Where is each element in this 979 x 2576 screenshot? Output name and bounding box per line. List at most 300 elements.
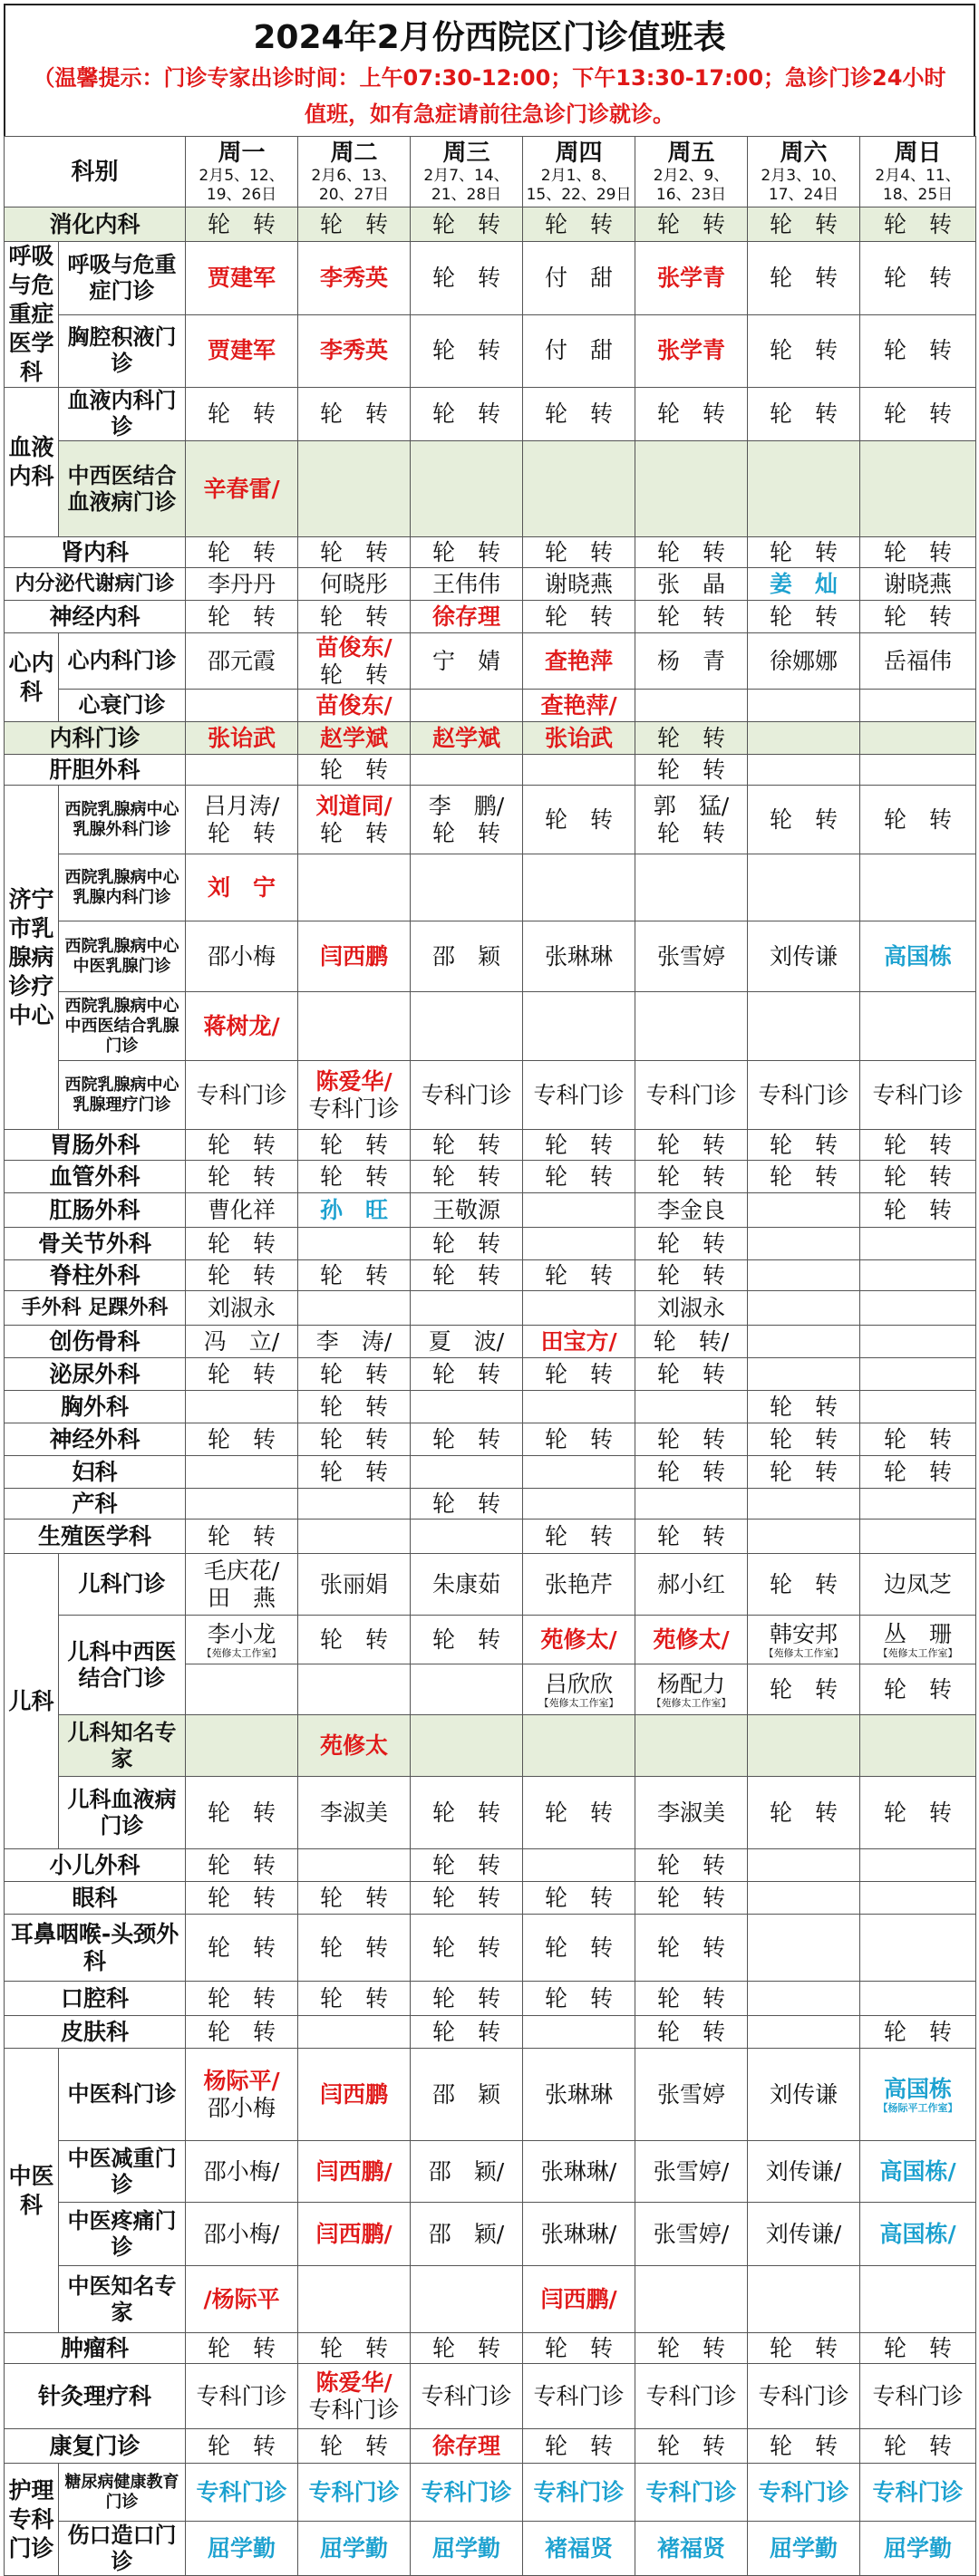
cell-text: 刘 宁 — [208, 873, 276, 901]
day-dates: 2月7、14、21、28日 — [423, 166, 509, 204]
schedule-cell-tue — [298, 2049, 411, 2141]
schedule-cell-mon — [186, 690, 298, 722]
schedule-cell-sun: 轮 转 — [860, 2333, 976, 2364]
schedule-cell-sat — [748, 854, 860, 921]
cell-text: 辛春雷/ — [203, 475, 280, 502]
schedule-cell-tue: 轮 转 — [298, 1161, 411, 1193]
schedule-cell-tue: 轮 转 — [298, 1915, 411, 1982]
day-name: 周一 — [218, 139, 266, 167]
cell-text: 李秀英 — [320, 337, 389, 364]
schedule-sheet — [4, 4, 975, 2576]
schedule-cell-sat — [748, 1849, 860, 1882]
schedule-cell-sat: 刘传谦/ — [748, 2141, 860, 2203]
notice-line-1: （温馨提示：门诊专家出诊时间：上午07:30-12:00；下午13:30-17:00；急诊门诊24小时 — [33, 65, 946, 91]
schedule-cell-mon — [186, 2464, 298, 2522]
schedule-cell-sun: 谢晓燕 — [860, 568, 976, 601]
table-row — [5, 1061, 976, 1130]
dept-group-label: 血液内科 — [5, 388, 59, 537]
schedule-cell-fri: 轮 转 — [635, 2016, 748, 2049]
schedule-cell-tue — [298, 690, 411, 722]
table-row — [5, 1456, 976, 1489]
cell-text: 贾建军 — [208, 264, 276, 291]
schedule-cell-mon — [186, 1391, 298, 1423]
schedule-cell-wed: 轮 转 — [411, 207, 523, 242]
cell-text: 苑修太/ — [540, 1626, 617, 1653]
schedule-cell-fri — [635, 786, 748, 854]
schedule-cell-wed: 王敬源 — [411, 1193, 523, 1228]
schedule-cell-sun — [860, 2203, 976, 2266]
schedule-cell-fri — [635, 2464, 748, 2522]
schedule-cell-wed: 轮 转 — [411, 1915, 523, 1982]
schedule-cell-sat: 轮 转 — [748, 537, 860, 568]
schedule-cell-sat: 轮 转 — [748, 1161, 860, 1193]
studio-tag: 【苑修太工作室】 — [201, 1646, 282, 1659]
schedule-cell-thu — [523, 1391, 635, 1423]
schedule-cell-wed — [411, 992, 523, 1061]
table-row — [5, 601, 976, 633]
schedule-cell-fri: 李金良 — [635, 1193, 748, 1228]
schedule-cell-sat: 轮 转 — [748, 1130, 860, 1161]
schedule-cell-fri — [635, 314, 748, 388]
schedule-cell-mon: 轮 转 — [186, 1161, 298, 1193]
cell-text: 张诒武 — [545, 724, 614, 751]
schedule-cell-fri: 专科门诊 — [635, 2364, 748, 2429]
dept-label: 耳鼻咽喉-头颈外科 — [5, 1915, 186, 1982]
schedule-cell-wed: 轮 转 — [411, 1161, 523, 1193]
day-dates: 2月3、10、17、24日 — [761, 166, 847, 204]
table-row — [5, 2522, 976, 2576]
schedule-cell-tue — [298, 1520, 411, 1554]
schedule-cell-tue: 轮 转 — [298, 2429, 411, 2464]
schedule-cell-tue: 李淑美 — [298, 1777, 411, 1849]
schedule-cell-thu: 轮 转 — [523, 1520, 635, 1554]
schedule-cell-thu — [523, 1456, 635, 1489]
table-row — [5, 854, 976, 921]
schedule-cell-wed: 宁 婧 — [411, 633, 523, 690]
sub-dept-label: 胸腔积液门诊 — [59, 314, 186, 388]
schedule-cell-tue: 轮 转 — [298, 1423, 411, 1456]
dept-label: 骨关节外科 — [5, 1228, 186, 1260]
schedule-cell-tue — [298, 1489, 411, 1520]
schedule-cell-wed: 轮 转 — [411, 1260, 523, 1291]
schedule-cell-sun: 岳福伟 — [860, 633, 976, 690]
schedule-cell-sun — [860, 755, 976, 786]
schedule-table — [4, 136, 976, 2576]
cell-text: 田宝方/ — [540, 1327, 617, 1355]
schedule-cell-fri — [635, 992, 748, 1061]
schedule-cell-sat — [748, 755, 860, 786]
dept-label: 血管外科 — [5, 1161, 186, 1193]
table-header — [5, 137, 976, 207]
schedule-cell-mon — [186, 1554, 298, 1616]
schedule-cell-sat: 轮 转 — [748, 1456, 860, 1489]
schedule-cell-fri: 张雪婷/ — [635, 2141, 748, 2203]
schedule-cell-wed — [411, 2429, 523, 2464]
schedule-cell-fri: 轮 转 — [635, 2333, 748, 2364]
table-row — [5, 441, 976, 537]
cell-text: 闫西鹏/ — [315, 2157, 393, 2185]
schedule-cell-thu — [523, 2016, 635, 2049]
schedule-cell-sun — [860, 1715, 976, 1777]
schedule-cell-sun — [860, 1326, 976, 1358]
cell-text: 丛 珊 — [884, 1620, 953, 1647]
dept-label: 针灸理疗科 — [5, 2364, 186, 2429]
schedule-cell-fri — [635, 2522, 748, 2576]
table-row — [5, 2016, 976, 2049]
sub-dept-label: 西院乳腺病中心中医乳腺门诊 — [59, 921, 186, 992]
table-row — [5, 2429, 976, 2464]
sub-dept-label: 血液内科门诊 — [59, 388, 186, 441]
schedule-cell-tue: 轮 转 — [298, 1616, 411, 1664]
schedule-cell-fri: 轮 转 — [635, 2429, 748, 2464]
schedule-cell-wed: 邵 颖 — [411, 921, 523, 992]
schedule-cell-fri — [635, 1489, 748, 1520]
schedule-cell-mon: 轮 转 — [186, 537, 298, 568]
schedule-cell-tue: 轮 转 — [298, 755, 411, 786]
dept-label: 肝胆外科 — [5, 755, 186, 786]
sub-dept-label: 儿科知名专家 — [59, 1715, 186, 1777]
day-dates: 2月5、12、19、26日 — [199, 166, 285, 204]
schedule-cell-mon: 轮 转 — [186, 1130, 298, 1161]
cell-text: 褚福贤 — [545, 2534, 614, 2562]
schedule-cell-sat: 轮 转 — [748, 786, 860, 854]
schedule-cell-fri: 轮 转 — [635, 755, 748, 786]
schedule-cell-thu: 轮 转 — [523, 388, 635, 441]
dept-label: 胸外科 — [5, 1391, 186, 1423]
schedule-cell-thu: 轮 转 — [523, 2429, 635, 2464]
schedule-cell-wed: 轮 转 — [411, 2333, 523, 2364]
schedule-cell-thu: 轮 转 — [523, 1260, 635, 1291]
schedule-cell-sat — [748, 1260, 860, 1291]
schedule-cell-thu: 轮 转 — [523, 1358, 635, 1391]
schedule-cell-tue — [298, 1228, 411, 1260]
cell-text: 闫西鹏/ — [540, 2285, 617, 2312]
schedule-cell-sun — [860, 2049, 976, 2141]
schedule-cell-tue — [298, 1061, 411, 1130]
cell-text: 高国栋/ — [879, 2157, 956, 2185]
day-dates: 2月4、11、18、25日 — [875, 166, 961, 204]
schedule-cell-thu — [523, 854, 635, 921]
schedule-cell-thu — [523, 1326, 635, 1358]
cell-text: 蒋树龙/ — [203, 1012, 280, 1039]
schedule-cell-sat — [748, 690, 860, 722]
schedule-cell-thu — [523, 441, 635, 537]
schedule-cell-mon — [186, 1456, 298, 1489]
schedule-cell-tue — [298, 921, 411, 992]
dept-label: 胃肠外科 — [5, 1130, 186, 1161]
schedule-cell-thu: 专科门诊 — [523, 1061, 635, 1130]
schedule-cell-sun — [860, 690, 976, 722]
sub-dept-label: 中医科门诊 — [59, 2049, 186, 2141]
schedule-cell-wed — [411, 1520, 523, 1554]
cell-text: 刘道同/ 轮 转 — [315, 792, 393, 846]
schedule-cell-thu: 轮 转 — [523, 1882, 635, 1915]
schedule-cell-sat: 轮 转 — [748, 314, 860, 388]
dept-label: 肛肠外科 — [5, 1193, 186, 1228]
schedule-cell-fri: 轮 转 — [635, 1358, 748, 1391]
day-header-tue — [298, 137, 411, 207]
schedule-cell-sun — [860, 1489, 976, 1520]
table-row — [5, 568, 976, 601]
cell-text: 闫西鹏 — [320, 2080, 389, 2108]
schedule-cell-mon — [186, 755, 298, 786]
schedule-cell-tue: 轮 转 — [298, 2333, 411, 2364]
schedule-cell-fri — [635, 690, 748, 722]
schedule-cell-tue: 轮 转 — [298, 207, 411, 242]
schedule-cell-wed: 轮 转 — [411, 1777, 523, 1849]
schedule-cell-fri: 张雪婷/ — [635, 2203, 748, 2266]
schedule-cell-sun: 边凤芝 — [860, 1554, 976, 1616]
schedule-cell-tue — [298, 1193, 411, 1228]
cell-text: 闫西鹏/ — [315, 2220, 393, 2247]
schedule-cell-sun — [860, 1915, 976, 1982]
schedule-cell-mon — [186, 441, 298, 537]
cell-text: 孙 旺 — [320, 1196, 389, 1223]
schedule-cell-sun: 轮 转 — [860, 1161, 976, 1193]
cell-text: 徐存理 — [432, 603, 501, 630]
schedule-cell-mon: 李丹丹 — [186, 568, 298, 601]
cell-text: 闫西鹏 — [320, 942, 389, 970]
schedule-cell-tue: 轮 转 — [298, 601, 411, 633]
cell-text: 苗俊东/ — [315, 691, 393, 719]
schedule-cell-fri: 轮 转 — [635, 207, 748, 242]
schedule-cell-fri — [635, 1715, 748, 1777]
schedule-cell-sun — [860, 2522, 976, 2576]
schedule-cell-sat — [748, 2016, 860, 2049]
sub-dept-label: 西院乳腺病中心乳腺内科门诊 — [59, 854, 186, 921]
table-row — [5, 1228, 976, 1260]
schedule-cell-mon — [186, 1664, 298, 1715]
studio-tag: 【苑修太工作室】 — [651, 1696, 732, 1709]
studio-tag: 【苑修太工作室】 — [538, 1696, 619, 1709]
schedule-cell-mon: 冯 立/ — [186, 1326, 298, 1358]
schedule-cell-sun: 轮 转 — [860, 1193, 976, 1228]
schedule-cell-sat: 轮 转 — [748, 242, 860, 315]
schedule-cell-sat — [748, 1882, 860, 1915]
schedule-cell-sun — [860, 1358, 976, 1391]
cell-text: 李小龙 — [208, 1620, 276, 1647]
schedule-cell-mon: 轮 转 — [186, 1228, 298, 1260]
schedule-cell-wed: 轮 转 — [411, 537, 523, 568]
schedule-cell-mon — [186, 2049, 298, 2141]
schedule-cell-fri: 轮 转 — [635, 388, 748, 441]
schedule-cell-tue: 何晓彤 — [298, 568, 411, 601]
dept-label: 肿瘤科 — [5, 2333, 186, 2364]
day-dates: 2月1、8、15、22、29日 — [526, 166, 632, 204]
table-row — [5, 1326, 976, 1358]
schedule-cell-sat — [748, 992, 860, 1061]
cell-text: 屈学勤 — [320, 2534, 389, 2562]
schedule-cell-wed: 轮 转 — [411, 1849, 523, 1882]
schedule-cell-mon: 邵小梅 — [186, 921, 298, 992]
schedule-cell-wed: 专科门诊 — [411, 2364, 523, 2429]
dept-label: 内科门诊 — [5, 722, 186, 755]
schedule-cell-tue — [298, 1849, 411, 1882]
schedule-cell-fri: 轮 转 — [635, 1228, 748, 1260]
schedule-cell-wed — [411, 755, 523, 786]
schedule-cell-wed — [411, 786, 523, 854]
table-row — [5, 690, 976, 722]
sub-dept-label: 中医减重门诊 — [59, 2141, 186, 2203]
cell-text: 褚福贤 — [657, 2534, 726, 2562]
cell-text: 高国栋 — [884, 2075, 953, 2102]
table-row — [5, 921, 976, 992]
cell-text: 专科门诊 — [421, 2478, 512, 2505]
day-header-wed — [411, 137, 523, 207]
schedule-cell-fri: 轮 转 — [635, 722, 748, 755]
cell-text: 苑修太 — [320, 1732, 389, 1759]
schedule-cell-sun — [860, 1520, 976, 1554]
table-row — [5, 2364, 976, 2429]
cell-text: 李秀英 — [320, 264, 389, 291]
cell-text: 专科门诊 — [196, 2478, 287, 2505]
schedule-cell-sun: 轮 转 — [860, 537, 976, 568]
schedule-cell-thu: 轮 转 — [523, 1161, 635, 1193]
dept-label: 口腔科 — [5, 1982, 186, 2016]
cell-text: 赵学斌 — [432, 724, 501, 751]
schedule-cell-fri: 轮 转/ — [635, 1326, 748, 1358]
cell-text: 苑修太/ — [653, 1626, 730, 1653]
cell-text: 专科门诊 — [308, 2478, 400, 2505]
dept-group-label: 护理专科门诊 — [5, 2464, 59, 2576]
schedule-cell-tue — [298, 2203, 411, 2266]
cell-text: 专科门诊 — [758, 2478, 849, 2505]
day-header-sat — [748, 137, 860, 207]
schedule-cell-thu: 轮 转 — [523, 207, 635, 242]
schedule-cell-sat — [748, 722, 860, 755]
schedule-cell-mon: 专科门诊 — [186, 2364, 298, 2429]
schedule-cell-fri: 轮 转 — [635, 1915, 748, 1982]
schedule-cell-sat: 轮 转 — [748, 1554, 860, 1616]
table-row — [5, 1358, 976, 1391]
dept-label: 眼科 — [5, 1882, 186, 1915]
schedule-cell-fri: 轮 转 — [635, 601, 748, 633]
table-row — [5, 1715, 976, 1777]
schedule-cell-tue: 轮 转 — [298, 1130, 411, 1161]
schedule-cell-mon: 轮 转 — [186, 2016, 298, 2049]
schedule-cell-thu — [523, 1489, 635, 1520]
schedule-cell-thu — [523, 1291, 635, 1326]
schedule-cell-fri — [635, 242, 748, 315]
schedule-cell-thu — [523, 690, 635, 722]
cell-text: 苗俊东/ 轮 转 — [315, 633, 393, 688]
schedule-cell-tue — [298, 2522, 411, 2576]
schedule-cell-sun: 专科门诊 — [860, 2364, 976, 2429]
schedule-cell-thu — [523, 1193, 635, 1228]
schedule-cell-sat — [748, 1193, 860, 1228]
schedule-cell-fri: 轮 转 — [635, 1982, 748, 2016]
table-row — [5, 992, 976, 1061]
schedule-cell-tue — [298, 2141, 411, 2203]
schedule-cell-tue — [298, 633, 411, 690]
schedule-cell-thu: 张艳芹 — [523, 1554, 635, 1616]
schedule-cell-sat: 轮 转 — [748, 2429, 860, 2464]
schedule-cell-tue: 轮 转 — [298, 1982, 411, 2016]
day-dates: 2月6、13、20、27日 — [311, 166, 397, 204]
schedule-cell-wed — [411, 1291, 523, 1326]
cell-text: 郭 猛/ 轮 转 — [653, 792, 730, 846]
table-row — [5, 2333, 976, 2364]
table-row — [5, 1554, 976, 1616]
schedule-cell-sat — [748, 441, 860, 537]
schedule-cell-thu — [523, 1228, 635, 1260]
dept-label: 生殖医学科 — [5, 1520, 186, 1554]
schedule-cell-fri — [635, 1664, 748, 1715]
dept-group-label: 儿科 — [5, 1554, 59, 1849]
schedule-cell-sun — [860, 2141, 976, 2203]
schedule-cell-wed: 专科门诊 — [411, 1061, 523, 1130]
cell-text: 杨配力 — [657, 1670, 726, 1697]
studio-tag: 【杨际平工作室】 — [877, 2101, 958, 2114]
schedule-cell-wed — [411, 441, 523, 537]
schedule-cell-mon — [186, 992, 298, 1061]
sub-dept-label: 西院乳腺病中心中西医结合乳腺门诊 — [59, 992, 186, 1061]
schedule-cell-sun — [860, 1260, 976, 1291]
schedule-cell-sun — [860, 1849, 976, 1882]
schedule-cell-sat: 轮 转 — [748, 207, 860, 242]
schedule-cell-wed: 邵 颖/ — [411, 2141, 523, 2203]
schedule-cell-wed: 轮 转 — [411, 388, 523, 441]
schedule-cell-mon: 曹化祥 — [186, 1193, 298, 1228]
schedule-cell-sun — [860, 992, 976, 1061]
schedule-cell-wed: 轮 转 — [411, 1358, 523, 1391]
schedule-cell-wed: 轮 转 — [411, 1982, 523, 2016]
dept-label: 消化内科 — [5, 207, 186, 242]
cell-text: 李 鹏/ 轮 转 — [428, 792, 505, 846]
schedule-cell-mon — [186, 1715, 298, 1777]
cell-text: 吕欣欣 — [545, 1670, 614, 1697]
schedule-cell-sun — [860, 1616, 976, 1664]
dept-column-header: 科别 — [5, 137, 186, 207]
schedule-cell-wed — [411, 690, 523, 722]
day-header-sun — [860, 137, 976, 207]
schedule-cell-thu — [523, 2464, 635, 2522]
dept-group-label: 心内科 — [5, 633, 59, 722]
schedule-cell-wed: 王伟伟 — [411, 568, 523, 601]
schedule-cell-wed: 轮 转 — [411, 242, 523, 315]
dept-group-label: 呼吸与危重症医学科 — [5, 242, 59, 388]
schedule-cell-sat — [748, 568, 860, 601]
schedule-cell-sat — [748, 2464, 860, 2522]
schedule-cell-sat — [748, 1982, 860, 2016]
schedule-cell-wed: 朱康茹 — [411, 1554, 523, 1616]
sub-dept-label: 儿科中西医结合门诊 — [59, 1616, 186, 1715]
schedule-cell-tue — [298, 242, 411, 315]
schedule-cell-mon — [186, 786, 298, 854]
schedule-cell-mon: 轮 转 — [186, 1260, 298, 1291]
sub-dept-label: 儿科门诊 — [59, 1554, 186, 1616]
schedule-cell-tue: 轮 转 — [298, 388, 411, 441]
schedule-cell-sat: 轮 转 — [748, 2333, 860, 2364]
cell-text: 屈学勤 — [770, 2534, 838, 2562]
cell-text: 屈学勤 — [208, 2534, 276, 2562]
sub-dept-label: 心内科门诊 — [59, 633, 186, 690]
schedule-cell-wed: 夏 波/ — [411, 1326, 523, 1358]
schedule-cell-sun — [860, 722, 976, 755]
schedule-cell-thu: 轮 转 — [523, 1982, 635, 2016]
table-row — [5, 1130, 976, 1161]
schedule-cell-sun — [860, 1391, 976, 1423]
schedule-cell-sat — [748, 1489, 860, 1520]
schedule-cell-fri: 张雪婷 — [635, 2049, 748, 2141]
schedule-cell-thu — [523, 1849, 635, 1882]
schedule-cell-sat — [748, 1291, 860, 1326]
sub-dept-label: 西院乳腺病中心乳腺外科门诊 — [59, 786, 186, 854]
schedule-cell-sat — [748, 1616, 860, 1664]
dept-label: 泌尿外科 — [5, 1358, 186, 1391]
schedule-cell-sat — [748, 2266, 860, 2333]
cell-text: 张诒武 — [208, 724, 276, 751]
